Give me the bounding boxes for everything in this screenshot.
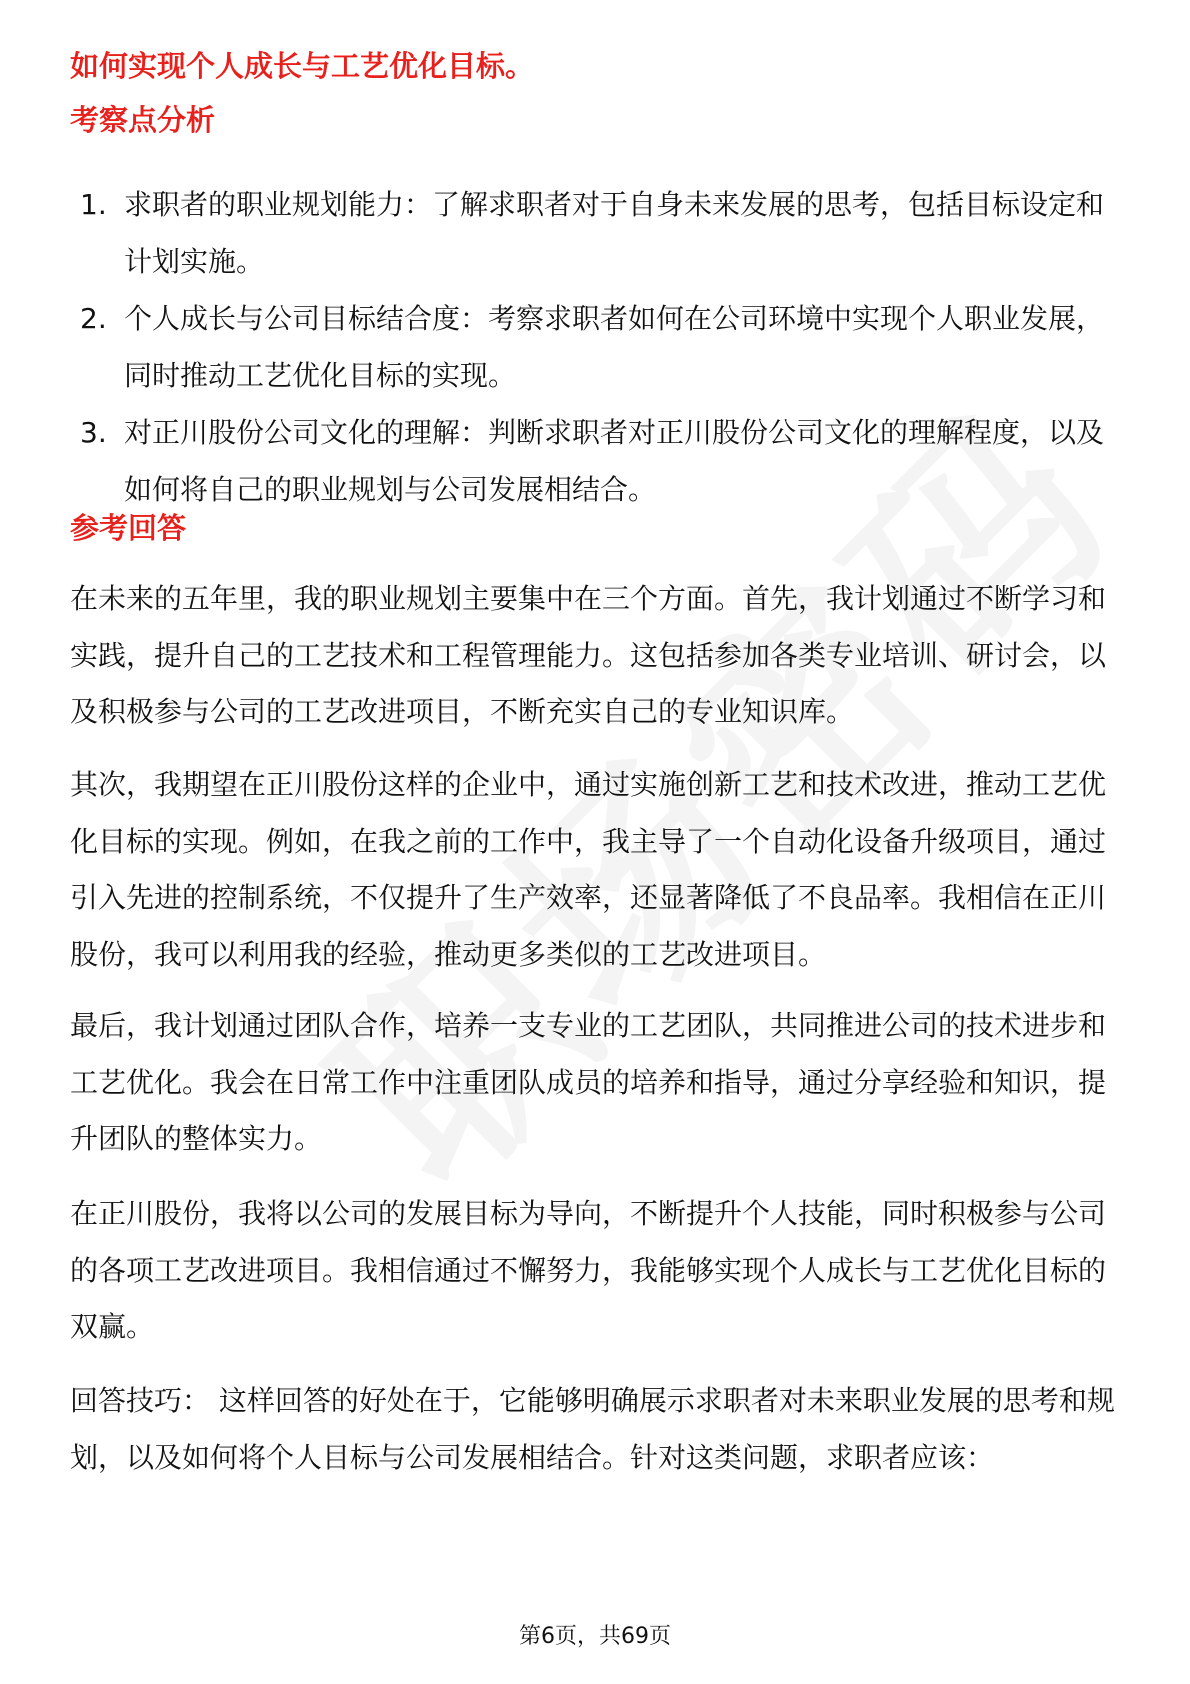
list-item: [80, 176, 1130, 290]
list-item: [80, 290, 1130, 404]
list-item-number: 1.: [80, 188, 107, 221]
answer-paragraph-4: 在正川股份，我将以公司的发展目标为导向，不断提升个人技能，同时积极参与公司的各项工艺改进项目。我相信通过不懈努力，我能够实现个人成长与工艺优化目标的双赢。: [70, 1197, 1107, 1343]
answer-heading: 参考回答: [70, 511, 187, 545]
analysis-heading: 考察点分析: [70, 103, 216, 137]
answer-tips-paragraph: 回答技巧： 这样回答的好处在于，它能够明确展示求职者对未来职业发展的思考和规划，以及如何将个人目标与公司发展相结合。针对这类问题，求职者应该：: [70, 1384, 1115, 1474]
list-item: [80, 404, 1130, 518]
analysis-list: [80, 176, 1130, 518]
list-item-text: 个人成长与公司目标结合度：考察求职者如何在公司环境中实现个人职业发展，同时推动工艺优化目标的实现。: [124, 302, 1105, 392]
list-item-text: 对正川股份公司文化的理解：判断求职者对正川股份公司文化的理解程度，以及如何将自己的职业规划与公司发展相结合。: [124, 416, 1105, 506]
question-title: 如何实现个人成长与工艺优化目标。: [70, 49, 535, 83]
list-item-number: 3.: [80, 416, 107, 449]
list-item-text: 求职者的职业规划能力：了解求职者对于自身未来发展的思考，包括目标设定和计划实施。: [124, 188, 1105, 278]
answer-paragraph-1: 在未来的五年里，我的职业规划主要集中在三个方面。首先，我计划通过不断学习和实践，提升自己的工艺技术和工程管理能力。这包括参加各类专业培训、研讨会，以及积极参与公司的工艺改进项目，不断充实自己的专业知识库。: [70, 582, 1107, 728]
list-item-number: 2.: [80, 302, 107, 335]
answer-paragraph-3: 最后，我计划通过团队合作，培养一支专业的工艺团队，共同推进公司的技术进步和工艺优化。我会在日常工作中注重团队成员的培养和指导，通过分享经验和知识，提升团队的整体实力。: [70, 1009, 1107, 1155]
page-number: 第6页，共69页: [519, 1624, 671, 1649]
answer-paragraph-2: 其次，我期望在正川股份这样的企业中，通过实施创新工艺和技术改进，推动工艺优化目标的实现。例如，在我之前的工作中，我主导了一个自动化设备升级项目，通过引入先进的控制系统，不仅提升了生产效率，还显著降低了不良品率。我相信在正川股份，我可以利用我的经验，推动更多类似的工艺改进项目。: [70, 768, 1107, 971]
